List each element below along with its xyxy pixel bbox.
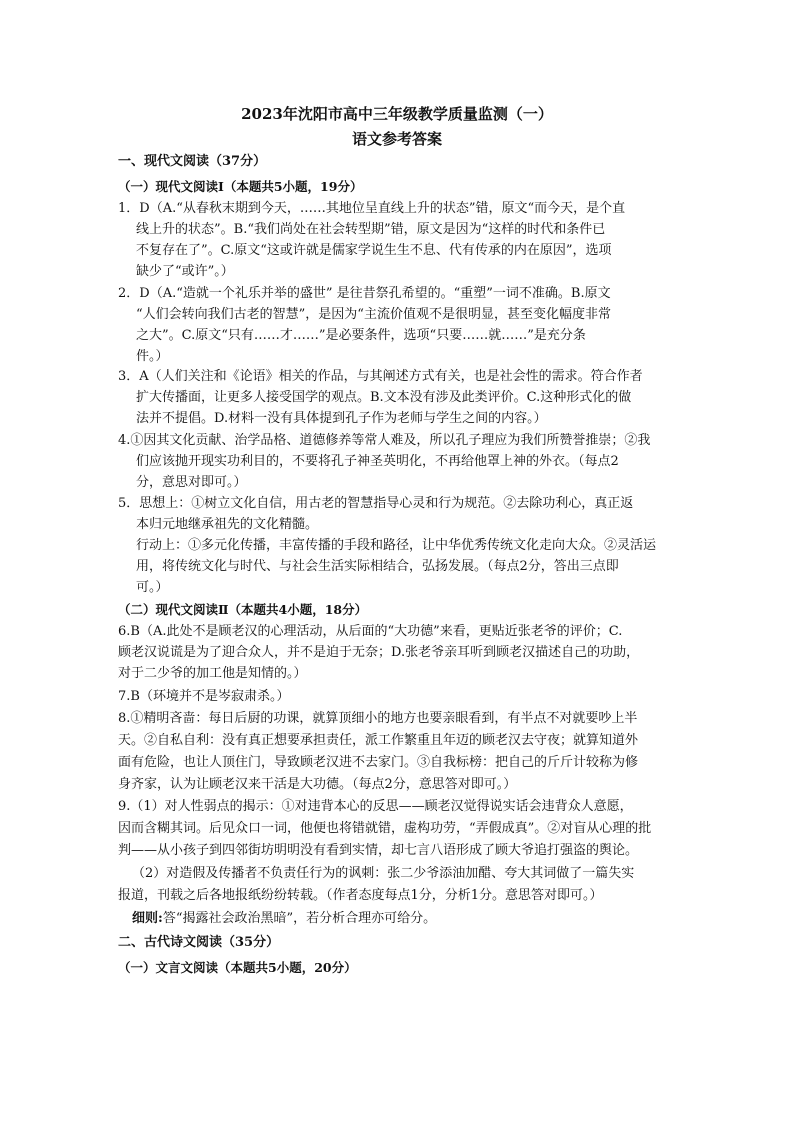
answer-5-line: 用，将传统文化与时代、与社会生活实际相结合，弘扬发展。（每点2分，答出三点即 [136,559,619,574]
answer-5-line: 5．思想上：①树立文化自信，用古老的智慧指导心灵和行为规范。②去除功利心，真正返 [118,496,634,511]
answer-1-line: 不复存在了”。C.原文“这或许就是儒家学说生生不息、代有传承的内在原因”，选项 [136,243,612,258]
answer-2-line: “人们会转向我们古老的智慧”，是因为“主流价值观不是很明显，甚至变化幅度非常 [136,307,611,322]
answer-8-line: 面有危险，也让人顶住门，导致顾老汉进不去家门。③自我标榜：把自己的斤斤计较称为修 [118,755,639,770]
subsection-heading-classical-1: （一）文言文阅读（本题共5小题，20分） [118,960,357,975]
answer-3-line: 扩大传播面，让更多人接受国学的观点。B.文本没有涉及此类评价。C.这种形式化的做 [136,390,632,405]
answer-5-line: 可。） [136,580,169,595]
answer-1-line: 缺少了“或许”。） [136,264,234,279]
answer-8-line: 8.①精明吝啬：每日后厨的功课，就算顶细小的地方也要亲眼看到，有半点不对就要吵上半 [118,711,638,726]
document-subtitle: 语文参考答案 [351,130,442,148]
document-title: 2023年沈阳市高中三年级教学质量监测（一） [241,105,553,123]
answer-2-line: 2．D（A.“造就一个礼乐并举的盛世” 是往昔祭孔希望的。“重塑”一词不准确。B.原文 [118,286,611,301]
answer-1-line: 1．D（A.“从春秋末期到今天，……其地位呈直线上升的状态”错，原文“而今天，是个直 [118,201,626,216]
section-heading-modern-reading: 一、现代文阅读（37分） [118,154,267,169]
note-text: 答“揭露社会政治黑暗”，若分析合理亦可给分。 [162,911,437,926]
answer-8-line: 身齐家，认为让顾老汉来干活是大功德。（每点2分，意思答对即可。） [118,777,517,792]
answer-7-line: 7.B（环境并不是岑寂肃杀。） [118,689,290,704]
answer-4-line: 们应该抛开现实功利目的，不要将孔子神圣英明化，不再给他罩上神的外衣。（每点2 [136,454,619,469]
answer-9-line: 判——从小孩子到四邻街坊明明没有看到实情，却七言八语形成了顾大爷追打强盗的舆论。 [118,843,639,858]
answer-5-line: 行动上：①多元化传播，丰富传播的手段和路径，让中华优秀传统文化走向大众。②灵活运 [136,538,657,553]
answer-8-line: 天。②自私自利：没有真正想要承担责任，派工作繁重且年迈的顾老汉去守夜；就算知道外 [118,733,639,748]
answer-3-line: 法并不提倡。D.材料一没有具体提到孔子作为老师与学生之间的内容。） [136,411,547,426]
answer-2-line: 之大”。C.原文“只有……才……”是必要条件，选项“只要……就……”是充分条 [136,328,586,343]
answer-9-line: 报道，刊载之后各地报纸纷纷转载。（作者态度每点1分，分析1分。意思答对即可。） [118,888,603,903]
answer-6-line: 6.B（A.此处不是顾老汉的心理活动，从后面的“大功德”来看，更贴近张老爷的评价；C. [118,624,623,639]
answer-6-line: 对于二少爷的加工他是知情的。） [118,666,307,681]
section-heading-classical-reading: 二、古代诗文阅读（35分） [118,935,280,950]
answer-4-line: 4.①因其文化贡献、治学品格、道德修养等常人难及，所以孔子理应为我们所赞誉推崇；②我 [118,433,651,448]
subsection-heading-reading-2: （二）现代文阅读Ⅱ（本题共4小题，18分） [118,602,368,617]
answer-3-line: 3．A（人们关注和《论语》相关的作品，与其阐述方式有关，也是社会性的需求。符合作者 [118,369,643,384]
answer-5-line: 本归元地继承祖先的文化精髓。 [136,517,319,532]
answer-4-line: 分，意思对即可。） [136,475,247,490]
answer-9-line: 9.（1）对人性弱点的揭示：①对违背本心的反思——顾老汉觉得说实话会违背众人意愿， [118,799,633,814]
answer-2-line: 件。） [136,349,169,364]
answer-1-line: 线上升的状态”。B.“我们尚处在社会转型期”错，原文是因为“这样的时代和条件已 [136,222,606,237]
subsection-heading-reading-1: （一）现代文阅读Ⅰ（本题共5小题，19分） [118,179,363,194]
answer-9-line: 因而含糊其词。后见众口一词，他便也将错就错，虚构功劳，“弄假成真”。②对盲从心理的批 [118,821,652,836]
answer-6-line: 顾老汉说谎是为了迎合众人，并不是迫于无奈；D.张老爷亲耳听到顾老汉描述自己的功助， [118,645,640,660]
note-label: 细则: [132,911,163,926]
answer-9-line: （2）对造假及传播者不负责任行为的讽刺：张二少爷添油加醋、夸大其词做了一篇失实 [132,866,635,881]
answer-9-note [132,910,436,928]
